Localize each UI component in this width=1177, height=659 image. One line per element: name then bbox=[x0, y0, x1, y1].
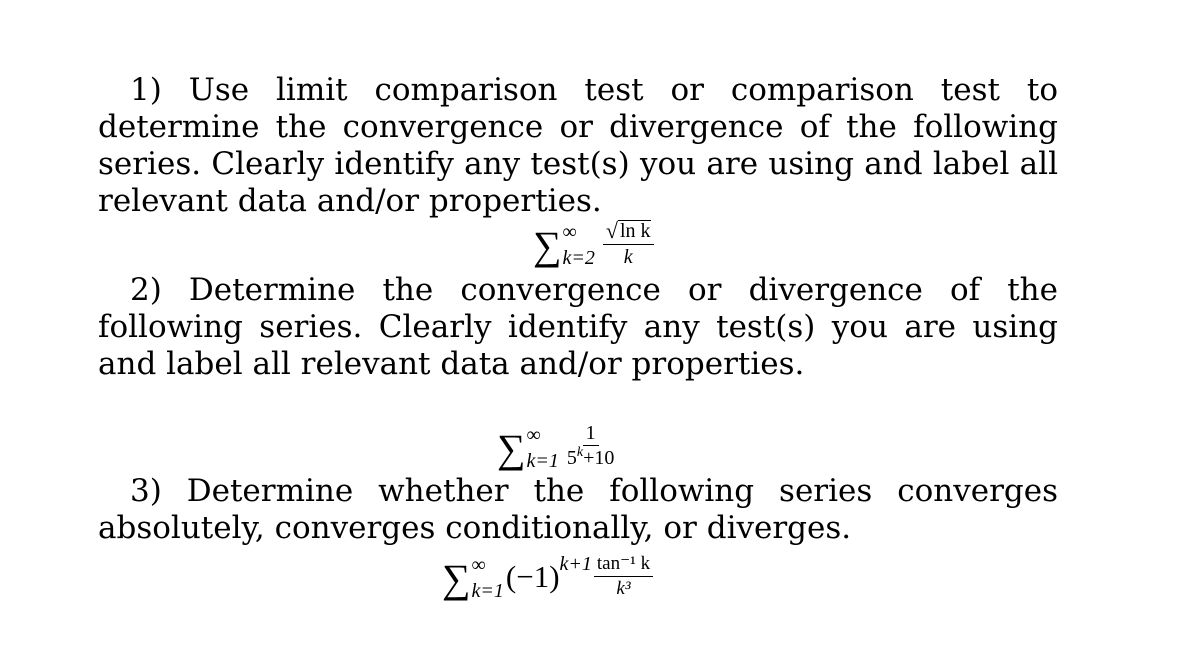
summation-symbol: ∑ bbox=[533, 223, 562, 268]
summation-limits bbox=[471, 553, 504, 602]
summation-limits bbox=[526, 424, 559, 472]
fraction bbox=[594, 553, 653, 600]
problem-3-statement: 3) Determine whether the following series converges absolutely, converges conditionally, or diverges. bbox=[98, 473, 1058, 546]
problem-3-text bbox=[98, 473, 1058, 547]
denominator-exponent: k bbox=[576, 445, 584, 460]
lower-limit: k=1 bbox=[471, 579, 504, 602]
problem-3-formula bbox=[442, 553, 653, 600]
summation-symbol: ∑ bbox=[497, 426, 526, 471]
denominator-base: 5 bbox=[566, 447, 577, 469]
summation-symbol: ∑ bbox=[442, 555, 471, 601]
lower-limit: k=2 bbox=[562, 247, 595, 269]
denominator: k³ bbox=[616, 578, 631, 599]
upper-limit: ∞ bbox=[526, 424, 541, 446]
square-root bbox=[606, 220, 651, 241]
problem-1-text bbox=[98, 72, 1058, 220]
problem-1-formula bbox=[533, 220, 654, 268]
problem-2-text bbox=[98, 272, 1058, 383]
problem-2-formula bbox=[497, 422, 614, 472]
denominator-rest: +10 bbox=[583, 447, 615, 469]
upper-limit: ∞ bbox=[562, 221, 577, 243]
problem-1-statement: 1) Use limit comparison test or comparison test to determine the convergence or divergence of the following series. Clearly identify any test(s) you are using and label all relevant data and/or properties. bbox=[98, 72, 1058, 219]
radicand: ln k bbox=[619, 220, 651, 242]
sign-factor-exponent: k+1 bbox=[559, 553, 592, 575]
summation-limits bbox=[562, 221, 595, 269]
radical-sign: √ bbox=[605, 218, 618, 243]
denominator: k bbox=[623, 246, 633, 268]
numerator: 1 bbox=[583, 422, 599, 446]
lower-limit: k=1 bbox=[526, 450, 559, 472]
upper-limit: ∞ bbox=[471, 553, 486, 576]
numerator: tan⁻¹ k bbox=[594, 553, 653, 577]
numerator bbox=[603, 220, 654, 245]
sign-factor: (−1) bbox=[505, 559, 560, 594]
fraction bbox=[567, 422, 615, 472]
denominator bbox=[567, 446, 615, 472]
fraction bbox=[603, 220, 654, 268]
problem-2-statement: 2) Determine the convergence or divergence of the following series. Clearly identify any test(s) you are using and label all relevant data and/or properties. bbox=[98, 272, 1058, 382]
